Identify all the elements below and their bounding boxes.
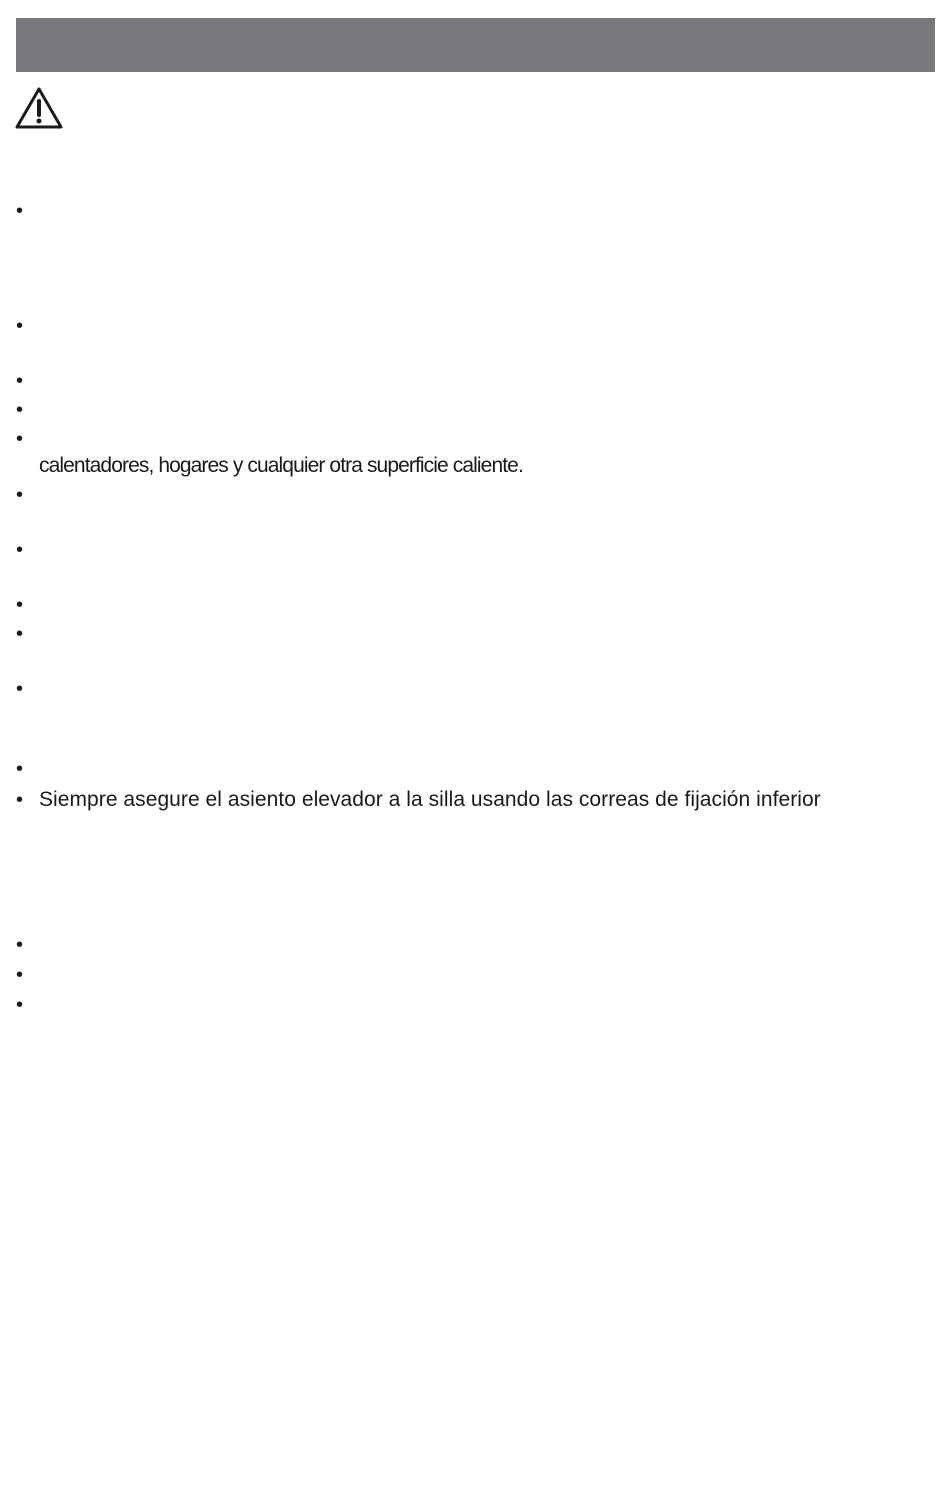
- list-bullet: •: [16, 539, 24, 561]
- list-bullet: •: [16, 399, 24, 421]
- list-bullet: •: [16, 994, 24, 1016]
- list-bullet: •: [16, 758, 24, 780]
- list-bullet: •: [16, 315, 24, 337]
- section-header-bar: [16, 18, 935, 72]
- list-bullet: •: [16, 594, 24, 616]
- list-bullet: •: [16, 428, 24, 450]
- list-bullet: •: [16, 484, 24, 506]
- list-bullet: •: [16, 678, 24, 700]
- list-bullet: •: [16, 789, 24, 811]
- list-item-text: calentadores, hogares y cualquier otra superficie caliente.: [39, 454, 523, 477]
- list-bullet: •: [16, 370, 24, 392]
- list-bullet: •: [16, 934, 24, 956]
- list-bullet: •: [16, 964, 24, 986]
- list-bullet: •: [16, 200, 24, 222]
- warning-triangle-icon: [14, 86, 64, 130]
- list-item-text: Siempre asegure el asiento elevador a la silla usando las correas de fijación inferior: [39, 788, 821, 811]
- list-bullet: •: [16, 623, 24, 645]
